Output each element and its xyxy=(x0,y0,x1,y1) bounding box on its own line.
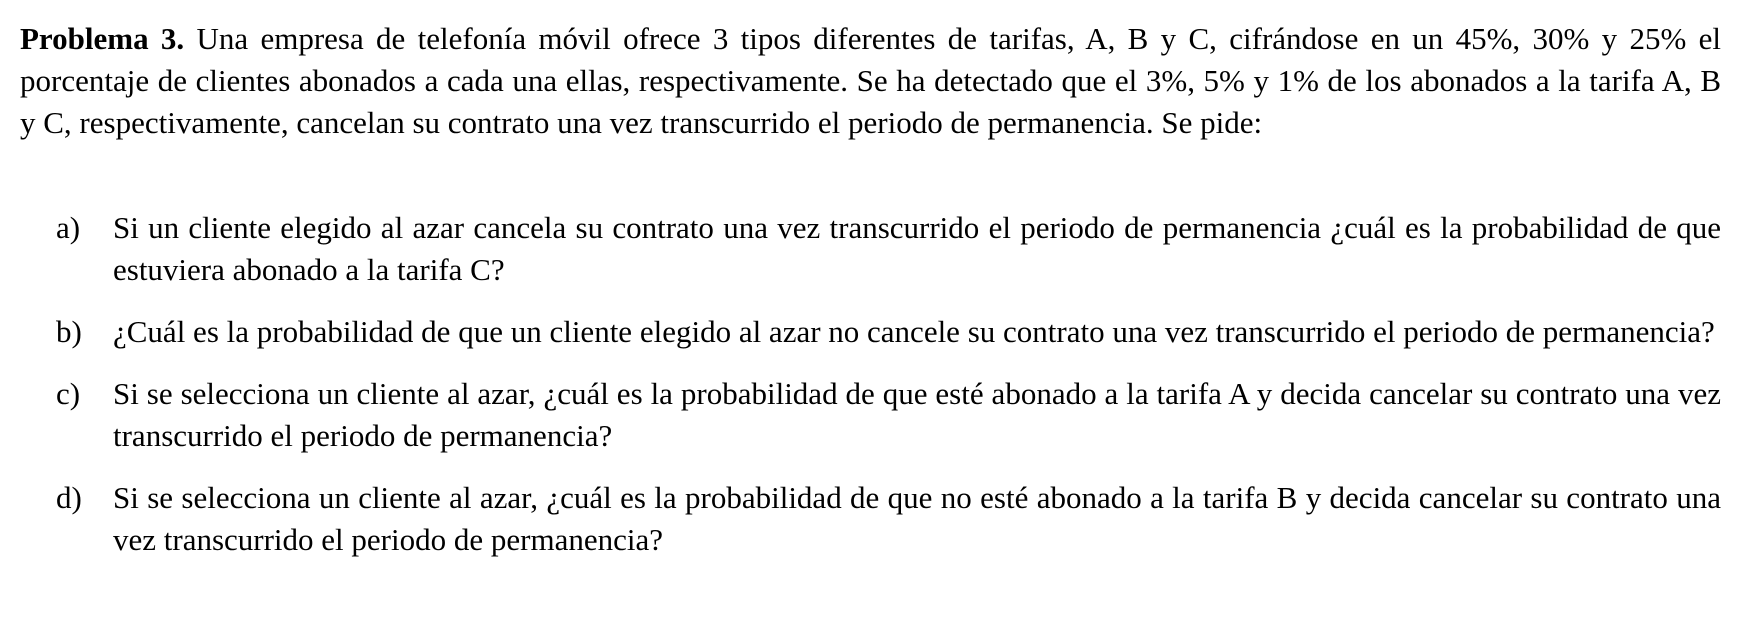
question-text: ¿Cuál es la probabilidad de que un cliente elegido al azar no cancele su contrato una vez transcurrido el periodo de permanencia? xyxy=(113,314,1715,349)
question-list xyxy=(20,207,1721,581)
problem-title: Problema 3. xyxy=(20,21,185,56)
question-item-c xyxy=(20,373,1721,457)
question-marker: c) xyxy=(56,376,81,411)
problem-text: Una empresa de telefonía móvil ofrece 3 tipos diferentes de tarifas, A, B y C, cifrándose en un 45%, 30% y 25% el porcentaje de clientes abonados a cada una ellas, respectivamente. Se ha detectado que el 3%, 5% y 1% de los abonados a la tarifa A, B y C, respectivamente, cancelan su contrato una vez transcurrido el periodo de permanencia. Se pide: xyxy=(20,21,1721,140)
question-item-b xyxy=(20,311,1721,353)
question-item-a xyxy=(20,207,1721,291)
question-text: Si se selecciona un cliente al azar, ¿cuál es la probabilidad de que no esté abonado a la tarifa B y decida cancelar su contrato una vez transcurrido el periodo de permanencia? xyxy=(113,480,1721,557)
problem-statement xyxy=(20,18,1721,144)
question-marker: d) xyxy=(56,480,82,515)
question-marker: a) xyxy=(56,210,81,245)
question-text: Si se selecciona un cliente al azar, ¿cuál es la probabilidad de que esté abonado a la tarifa A y decida cancelar su contrato una vez transcurrido el periodo de permanencia? xyxy=(113,376,1721,453)
question-marker: b) xyxy=(56,314,82,349)
question-text: Si un cliente elegido al azar cancela su contrato una vez transcurrido el periodo de permanencia ¿cuál es la probabilidad de que estuviera abonado a la tarifa C? xyxy=(113,210,1721,287)
question-item-d xyxy=(20,477,1721,561)
